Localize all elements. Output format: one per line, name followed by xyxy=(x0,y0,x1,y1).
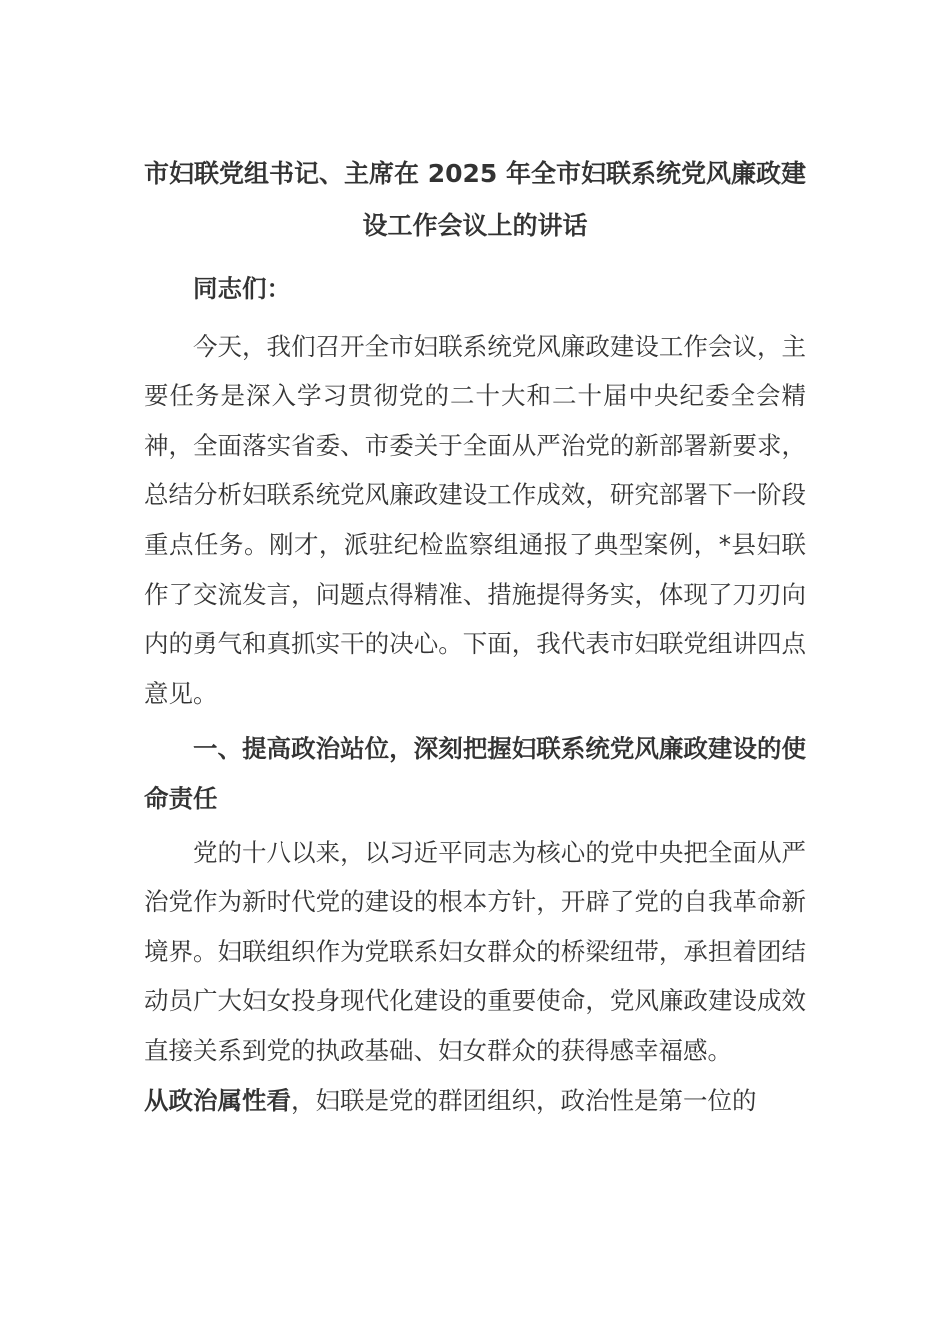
section-heading-1: 一、提高政治站位，深刻把握妇联系统党风廉政建设的使命责任 xyxy=(144,734,806,813)
greeting: 同志们： xyxy=(193,274,291,303)
section-1-paragraph: 党的十八以来，以习近平同志为核心的党中央把全面从严治党作为新时代党的建设的根本方针，开辟了党的自我革命新境界。妇联组织作为党联系妇女群众的桥梁纽带，承担着团结动员广大妇女投身现代化建设的重要使命，党风廉政建设成效直接关系到党的执政基础、妇女群众的获得感幸福感。 xyxy=(144,837,806,1065)
document-title: 市妇联党组书记、主席在 2025 年全市妇联系统党风廉政建设工作会议上的讲话 xyxy=(144,159,806,240)
section-1-point-1 xyxy=(144,1076,806,1126)
point-lead: 从政治属性看 xyxy=(144,1085,291,1115)
document-body xyxy=(144,264,806,1125)
intro-paragraph: 今天，我们召开全市妇联系统党风廉政建设工作会议，主要任务是深入学习贯彻党的二十大和二十届中央纪委全会精神，全面落实省委、市委关于全面从严治党的新部署新要求，总结分析妇联系统党风廉政建设工作成效，研究部署下一阶段重点任务。刚才，派驻纪检监察组通报了典型案例，*县妇联作了交流发言，问题点得精准、措施提得务实，体现了刀刃向内的勇气和真抓实干的决心。下面，我代表市妇联党组讲四点意见。 xyxy=(144,331,806,708)
point-text: ，妇联是党的群团组织，政治性是第一位的 xyxy=(291,1085,757,1115)
